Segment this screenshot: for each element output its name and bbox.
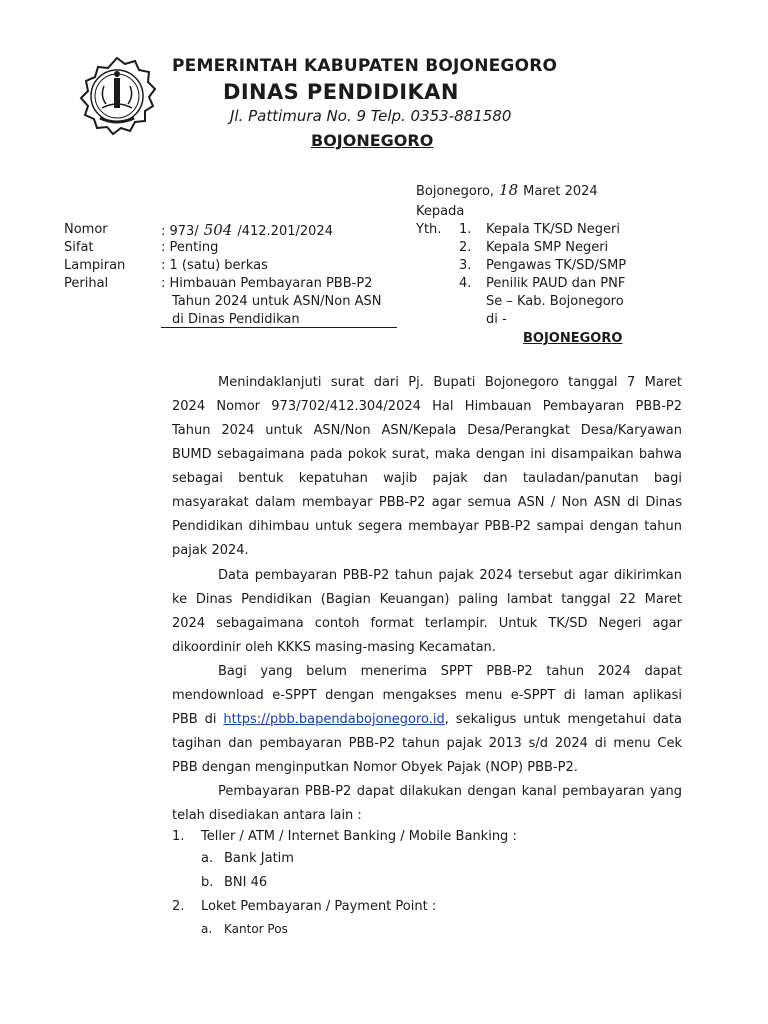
channel-sub-letter: b. <box>201 875 214 890</box>
body-line: sebagai bentuk kepatuhan wajib pajak dan tauladan/panutan bagi <box>172 471 682 486</box>
channel-item: Teller / ATM / Internet Banking / Mobile Banking : <box>201 829 517 844</box>
perihal-line-3: di Dinas Pendidikan <box>172 312 300 327</box>
body-line: Bagi yang belum menerima SPPT PBB-P2 tahun 2024 dapat <box>218 664 682 679</box>
channel-number: 1. <box>172 829 185 844</box>
body-line-text: PBB di <box>172 712 224 727</box>
body-line <box>172 708 682 732</box>
recipient-di: di - <box>486 312 507 327</box>
office-city: BOJONEGORO <box>311 131 434 150</box>
body-line: PBB dengan menginputkan Nomor Obyek Pajak (NOP) PBB-P2. <box>172 760 578 775</box>
channel-item: Loket Pembayaran / Payment Point : <box>201 899 437 914</box>
channel-sub-item: Bank Jatim <box>224 851 294 866</box>
body-line: Menindaklanjuti surat dari Pj. Bupati Bojonegoro tanggal 7 Maret <box>218 375 682 390</box>
body-line: 2024 sebagaimana contoh format terlampir. Untuk TK/SD Negeri agar <box>172 616 682 631</box>
sifat-label: Sifat <box>64 240 94 255</box>
channel-number: 2. <box>172 899 185 914</box>
kepada-label: Kepada <box>416 204 465 219</box>
body-line: 2024 Nomor 973/702/412.304/2024 Hal Himbauan Pembayaran PBB-P2 <box>172 399 682 414</box>
perihal-underline <box>161 327 397 328</box>
body-line: BUMD sebagaimana pada pokok surat, maka dengan ini disampaikan bahwa <box>172 447 682 462</box>
letter-date <box>416 181 598 201</box>
government-name: PEMERINTAH KABUPATEN BOJONEGORO <box>172 56 558 76</box>
recipient-city: BOJONEGORO <box>523 331 623 346</box>
recipient-item: Pengawas TK/SD/SMP <box>486 258 627 273</box>
body-paragraph-4 <box>172 780 682 828</box>
recipient-region: Se – Kab. Bojonegoro <box>486 294 624 309</box>
body-line: telah disediakan antara lain : <box>172 808 362 823</box>
body-line: Tahun 2024 untuk ASN/Non ASN/Kepala Desa/Perangkat Desa/Karyawan <box>172 423 682 438</box>
pbb-website-link[interactable]: https://pbb.bapendabojonegoro.id <box>223 712 445 727</box>
sifat-value: : Penting <box>161 240 219 255</box>
channel-sub-item: BNI 46 <box>224 875 268 890</box>
recipient-number: 3. <box>459 258 472 273</box>
nomor-prefix: : 973/ <box>161 224 199 239</box>
nomor-label: Nomor <box>64 222 108 237</box>
recipient-number: 1. <box>459 222 472 237</box>
channel-sub-letter: a. <box>201 922 213 936</box>
recipient-number: 2. <box>459 240 472 255</box>
yth-label: Yth. <box>416 222 442 237</box>
body-line: mendownload e-SPPT dengan mengakses menu e-SPPT di laman aplikasi <box>172 688 682 703</box>
channel-sub-letter: a. <box>201 851 214 866</box>
lampiran-value: : 1 (satu) berkas <box>161 258 268 273</box>
nomor-value <box>161 221 333 241</box>
body-line: Data pembayaran PBB-P2 tahun pajak 2024 tersebut agar dikirimkan <box>218 568 682 583</box>
body-paragraph-2 <box>172 564 682 660</box>
lampiran-label: Lampiran <box>64 258 126 273</box>
recipient-number: 4. <box>459 276 472 291</box>
body-paragraph-1 <box>172 371 682 563</box>
body-line: Pembayaran PBB-P2 dapat dilakukan dengan kanal pembayaran yang <box>218 784 682 799</box>
date-place: Bojonegoro, <box>416 184 495 199</box>
perihal-line-1: : Himbauan Pembayaran PBB-P2 <box>161 276 373 291</box>
office-address: Jl. Pattimura No. 9 Telp. 0353-881580 <box>230 107 512 125</box>
body-paragraph-3 <box>172 660 682 780</box>
body-line: dikoordinir oleh KKKS masing-masing Kecamatan. <box>172 640 496 655</box>
body-line: tagihan dan pembayaran PBB-P2 tahun pajak 2013 s/d 2024 di menu Cek <box>172 736 682 751</box>
body-line: ke Dinas Pendidikan (Bagian Keuangan) paling lambat tanggal 22 Maret <box>172 592 682 607</box>
nomor-handwritten: 504 <box>203 221 233 239</box>
nomor-suffix: /412.201/2024 <box>237 224 333 239</box>
date-day-handwritten: 18 <box>499 181 519 199</box>
recipient-item: Penilik PAUD dan PNF <box>486 276 626 291</box>
body-line: masyarakat dalam membayar PBB-P2 agar semua ASN / Non ASN di Dinas <box>172 495 682 510</box>
recipient-item: Kepala TK/SD Negeri <box>486 222 620 237</box>
body-line-text: , sekaligus untuk mengetahui data <box>444 712 682 727</box>
recipient-item: Kepala SMP Negeri <box>486 240 609 255</box>
office-name: DINAS PENDIDIKAN <box>223 80 459 104</box>
perihal-line-2: Tahun 2024 untuk ASN/Non ASN <box>172 294 382 309</box>
body-line: Pendidikan dihimbau untuk segera membayar PBB-P2 sampai dengan tahun <box>172 519 682 534</box>
body-line: pajak 2024. <box>172 543 249 558</box>
perihal-label: Perihal <box>64 276 109 291</box>
regency-seal-logo <box>78 56 156 136</box>
channel-sub-item: Kantor Pos <box>224 922 288 936</box>
date-month-year: Maret 2024 <box>523 184 598 199</box>
